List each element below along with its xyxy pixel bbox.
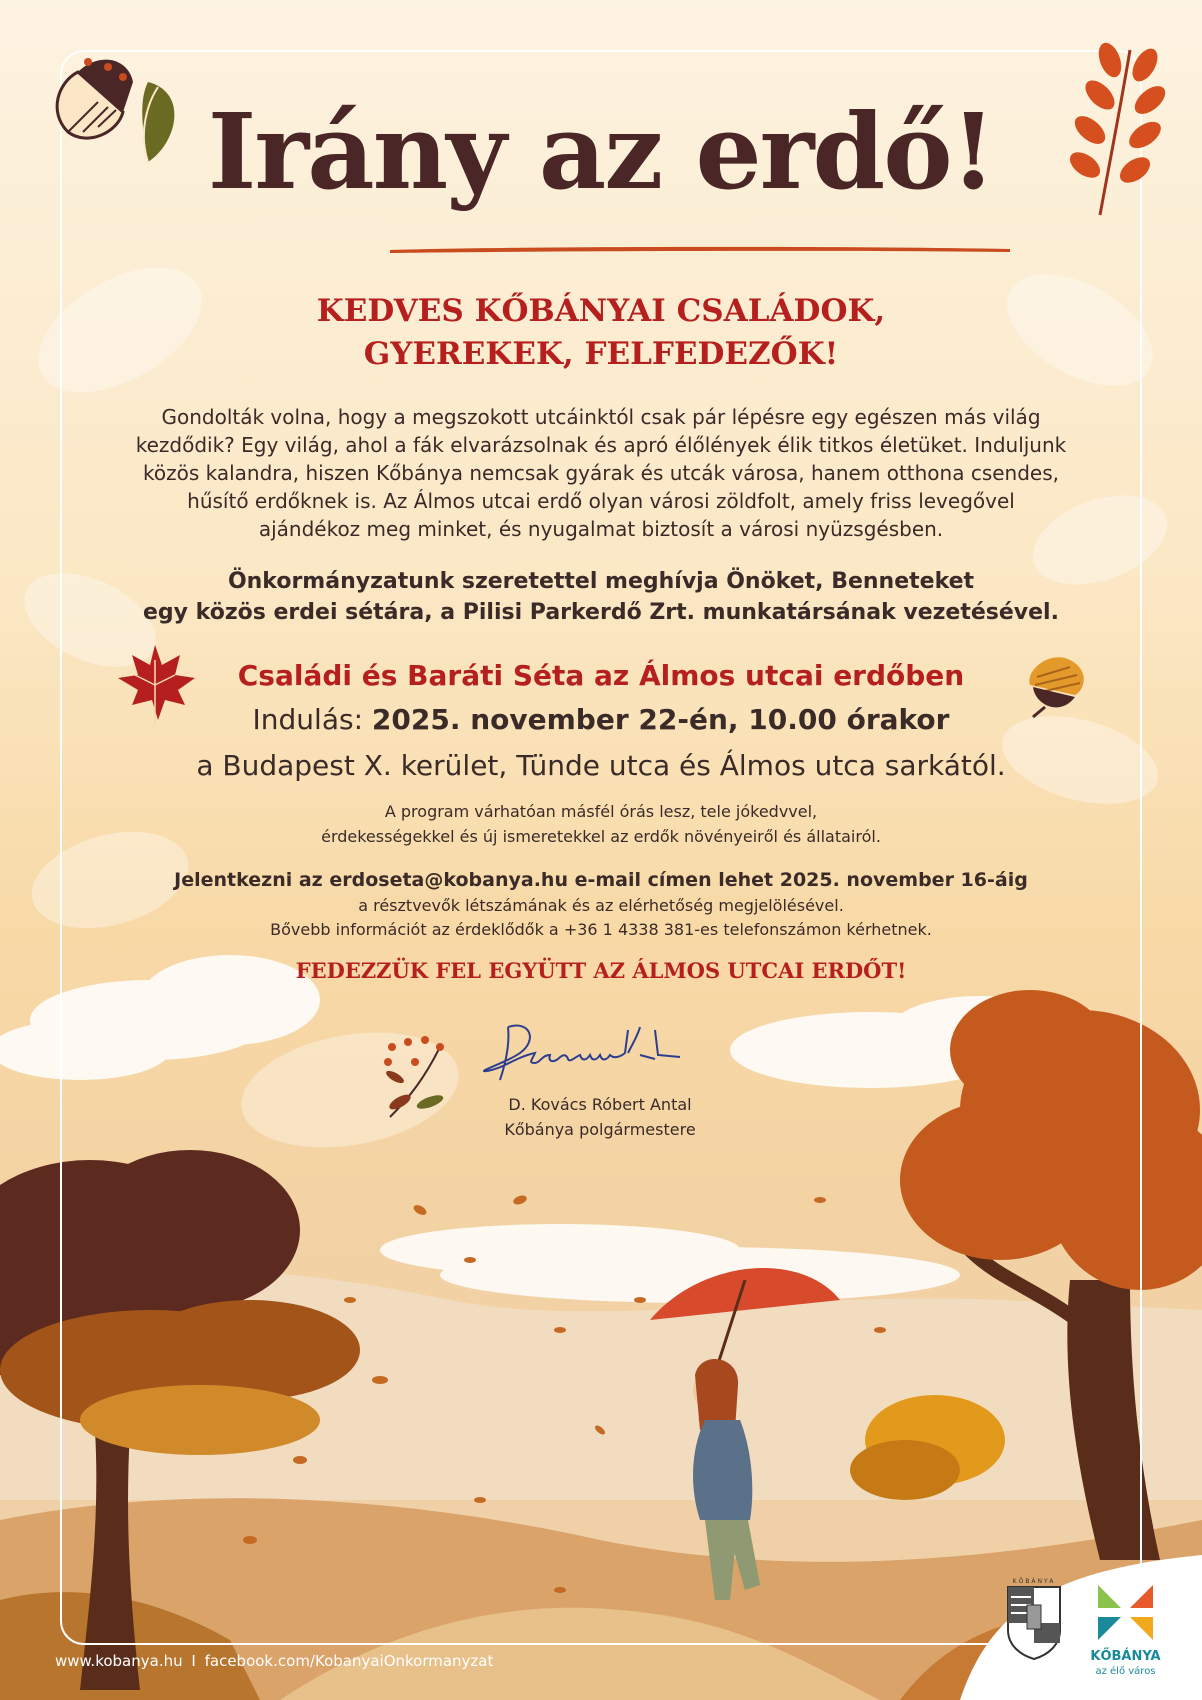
signature-name: D. Kovács Róbert Antal xyxy=(508,1095,692,1114)
registration-line-3: Bővebb információt az érdeklődők a +36 1 4338 381-es telefonszámon kérhetnek. xyxy=(270,920,932,939)
intro-paragraph xyxy=(130,403,1072,543)
intro-line: kezdődik? Egy világ, ahol a fák elvarázsolnak és apró élőlények élik titkos életüket. Induljunk xyxy=(135,433,1067,457)
intro-line: hűsítő erdőknek is. Az Álmos utcai erdő olyan városi zöldfolt, amely friss levegővel xyxy=(187,489,1015,513)
logo-name: KŐBÁNYA xyxy=(1090,1649,1161,1664)
greeting-line-2: GYEREKEK, FELFEDEZŐK! xyxy=(363,336,839,372)
intro-line: közös kalandra, hiszen Kőbánya nemcsak gyárak és utcák városa, hanem otthona csendes, xyxy=(142,461,1059,485)
intro-line: ajándékoz meg minket, és nyugalmat biztosít a városi nyüzsgésben. xyxy=(258,517,944,541)
logo-tagline: az élő város xyxy=(1095,1666,1156,1677)
signature-role: Kőbánya polgármestere xyxy=(504,1120,696,1139)
event-place: a Budapest X. kerület, Tünde utca és Álmos utca sarkától. xyxy=(196,749,1006,782)
registration-line-2: a résztvevők létszámának és az elérhetőség megjelölésével. xyxy=(358,896,844,915)
footer xyxy=(55,1650,497,1672)
call-to-action: FEDEZZÜK FEL EGYÜTT AZ ÁLMOS UTCAI ERDŐT! xyxy=(295,958,907,983)
program-line-2: érdekességekkel és új ismeretekkel az erdők növényeiről és állatairól. xyxy=(321,827,881,846)
invitation-line: Önkormányzatunk szeretettel meghívja Önöket, Benneteket xyxy=(227,569,975,594)
event-start xyxy=(0,700,1202,740)
crest-text: KŐBÁNYA xyxy=(1012,1578,1056,1585)
title-underline xyxy=(390,244,1010,254)
event-start-label: Indulás: xyxy=(252,703,363,736)
page-title: Irány az erdő! xyxy=(207,90,995,213)
coat-of-arms-icon xyxy=(1003,1575,1065,1660)
berry-branch-icon xyxy=(380,1032,455,1122)
invitation-line: egy közös erdei sétára, a Pilisi Parkerdő Zrt. munkatársának vezetésével. xyxy=(143,600,1059,625)
event-start-value: 2025. november 22-én, 10.00 órakor xyxy=(371,703,950,736)
program-line-1: A program várhatóan másfél órás lesz, tele jókedvvel, xyxy=(384,802,818,821)
kobanya-logo-icon xyxy=(1093,1580,1158,1645)
greeting-line-1: KEDVES KŐBÁNYAI CSALÁDOK, xyxy=(316,293,886,329)
intro-line: Gondolták volna, hogy a megszokott utcáinktól csak pár lépésre egy egészen más világ xyxy=(161,405,1041,429)
footer-facebook-link[interactable]: facebook.com/KobanyaiOnkormanyzat xyxy=(204,1652,494,1670)
event-title: Családi és Baráti Séta az Álmos utcai erdőben xyxy=(237,659,965,692)
invitation-paragraph xyxy=(100,566,1102,628)
signature-image xyxy=(480,1015,715,1090)
footer-separator: I xyxy=(191,1652,196,1670)
footer-website-link[interactable]: www.kobanya.hu xyxy=(55,1652,183,1670)
registration-line: Jelentkezni az erdoseta@kobanya.hu e-mail címen lehet 2025. november 16-áig xyxy=(174,869,1028,891)
